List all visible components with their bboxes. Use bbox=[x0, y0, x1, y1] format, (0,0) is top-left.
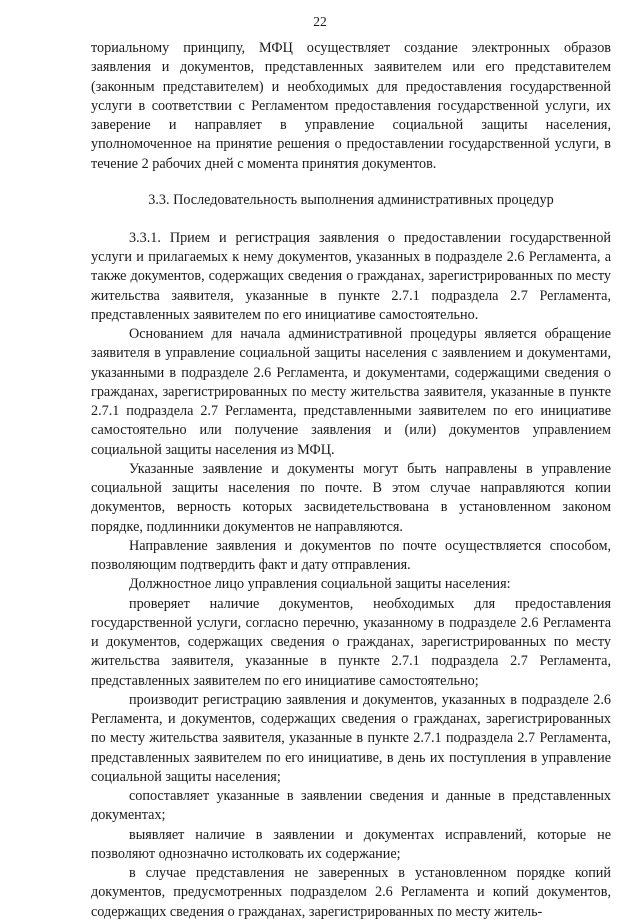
paragraph-copies: в случае представления не заверенных в установленном порядке копий документов, предусмотренных подразделом 2.6 Регламента и копий документов, содержащих сведения о гражданах, зарегистрированных по месту житель- bbox=[91, 865, 611, 920]
paragraph-mail-method: Направление заявления и документов по почте осуществляется способом, позволяющим подтвердить факт и дату отправления. bbox=[91, 537, 611, 573]
paragraph-3-3-1: 3.3.1. Прием и регистрация заявления о предоставлении государственной услуги и прилагаемых к нему документов, указанных в подразделе 2.6 Регламента, а также документов, содержащих сведения о гражданах, зарегистрированных по месту жительства заявителя, указанные в пункте 2.7.1 подраздела 2.7 Регламента, представленных заявителем по его инициативе самостоятельно. bbox=[91, 229, 611, 323]
paragraph-official: Должностное лицо управления социальной защиты населения: bbox=[129, 576, 511, 593]
paragraph-mail: Указанные заявление и документы могут быть направлены в управление социальной защиты населения по почте. В этом случае направляются копии документов, верность которых засвидетельствована в установленном законом порядке, подлинники документов не направляются. bbox=[91, 460, 611, 535]
paragraph-basis: Основанием для начала административной процедуры является обращение заявителя в управление социальной защиты населения с заявлением и документами, указанными в подразделе 2.6 Регламента, и документами, содержащими сведения о гражданах, зарегистрированных по месту жительства заявителя, указанные в пункте 2.7.1 подраздела 2.7 Регламента, представленными заявителем по его инициативе самостоятельно или получение заявления и (или) документов управлением социальной защиты населения из МФЦ. bbox=[91, 326, 611, 458]
intro-paragraph: ториальному принципу, МФЦ осуществляет создание электронных образов заявления и документов, представленных заявителем или его представителем (законным представителем) и необходимых для предоставления государственной услуги в соответствии с Регламентом предоставления государственной услуги, их заверение и направляет в управление социальной защиты населения, уполномоченное на принятие решения о предоставлении государственной услуги, в течение 2 рабочих дней с момента принятия документов. bbox=[91, 40, 611, 172]
document-body bbox=[91, 39, 611, 922]
page-number: 22 bbox=[313, 14, 327, 29]
paragraph-compares: сопоставляет указанные в заявлении сведения и данные в представленных документах; bbox=[91, 788, 611, 824]
paragraph-checks: проверяет наличие документов, необходимых для предоставления государственной услуги, согласно перечню, указанному в подразделе 2.6 Регламента и документов, содержащих сведения о гражданах, зарегистрированных по месту жительства заявителя, указанные в пункте 2.7.1 подраздела 2.7 Регламента, представленных заявителем по его инициативе самостоятельно; bbox=[91, 595, 611, 689]
paragraph-registers: производит регистрацию заявления и документов, указанных в подразделе 2.6 Регламента, и документов, содержащих сведения о гражданах, зарегистрированных по месту жительства заявителя, указанные в пункте 2.7.1 подраздела 2.7 Регламента, представленных заявителем по его инициативе, в день их поступления в управление социальной защиты населения; bbox=[91, 691, 611, 785]
paragraph-detects: выявляет наличие в заявлении и документах исправлений, которые не позволяют однозначно истолковать их содержание; bbox=[91, 826, 611, 862]
section-heading: 3.3. Последовательность выполнения административных процедур bbox=[148, 191, 554, 208]
